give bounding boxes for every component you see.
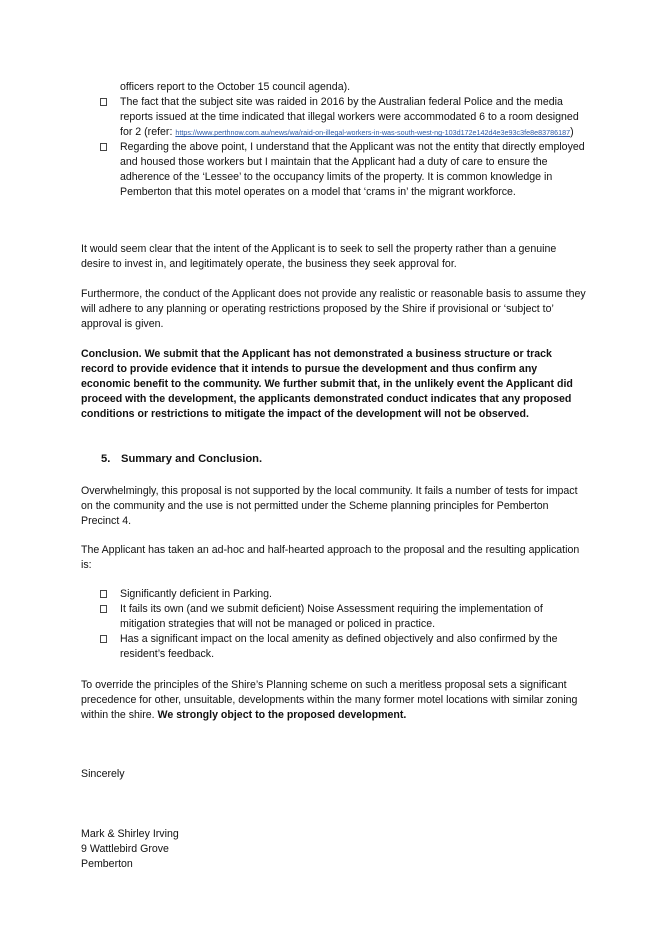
list-item: [100, 140, 590, 200]
list-item-close: ): [570, 126, 574, 138]
deficiency-bullet-list: [100, 587, 590, 662]
checkbox-bullet-icon: [100, 605, 107, 613]
override-text: To override the principles of the Shire’s Planning scheme on such a meritless proposal sets a significant precedence for other, unsuitable, developments within the many former motel locations with similar zoning within the shire.: [81, 679, 578, 721]
signature-names: Mark & Shirley Irving: [81, 828, 179, 840]
section-heading: [101, 453, 262, 465]
top-bullet-list: [100, 80, 590, 200]
list-item-text: It fails its own (and we submit deficient) Noise Assessment requiring the implementation of mitigation strategies that will not be managed or policed in practice.: [120, 603, 543, 630]
paragraph-overwhelm: Overwhelmingly, this proposal is not supported by the local community. It fails a number of tests for impact on the community and the use is not permitted under the Scheme planning principles for Pemberton Precinct 4.: [81, 485, 578, 527]
list-item: [100, 602, 590, 632]
checkbox-bullet-icon: [100, 635, 107, 643]
list-item: [100, 587, 590, 602]
checkbox-bullet-icon: [100, 98, 107, 106]
list-item: [100, 95, 590, 140]
checkbox-bullet-icon: [100, 590, 107, 598]
section-number: 5.: [101, 453, 111, 465]
closing-salutation: Sincerely: [81, 768, 125, 780]
paragraph-adhoc: The Applicant has taken an ad-hoc and half-hearted approach to the proposal and the resulting application is:: [81, 544, 580, 571]
conclusion-paragraph: Conclusion. We submit that the Applicant has not demonstrated a business structure or track record to provide evidence that it intends to pursue the development and thus confirm any economic benefit to the community. We further submit that, in the unlikely event the Applicant did proceed with the development, the applicants demonstrated conduct indicates that any proposed conditions or restrictions to mitigate the impact of the development will not be observed.: [81, 348, 573, 420]
list-item-text: Has a significant impact on the local amenity as defined objectively and also confirmed by the resident’s feedback.: [120, 633, 558, 660]
signature-block: [81, 827, 586, 872]
reference-link[interactable]: https://www.perthnow.com.au/news/wa/raid-on-illegal-workers-in-was-south-west-ng-103d172e142d4e3e93c3fe8e83786187: [175, 128, 571, 137]
list-item-text: Regarding the above point, I understand that the Applicant was not the entity that directly employed and housed those workers but I maintain that the Applicant had a duty of care to ensure the adherence of the ‘Lessee’ to the occupancy limits of the property. It is common knowledge in Pemberton that this motel operates on a model that ‘crams in’ the migrant workforce.: [120, 141, 585, 198]
checkbox-bullet-icon: [100, 143, 107, 151]
override-bold-text: We strongly object to the proposed development.: [157, 709, 407, 721]
signature-street: 9 Wattlebird Grove: [81, 843, 169, 855]
list-item-text: The fact that the subject site was raided in 2016 by the Australian federal Police and the media reports issued at the time indicated that illegal workers were accommodated 6 to a room designed for 2 (refer:: [120, 96, 579, 138]
paragraph-intent: It would seem clear that the intent of the Applicant is to seek to sell the property rather than a genuine desire to invest in, and legitimately operate, the business they seek approval for.: [81, 243, 557, 270]
signature-town: Pemberton: [81, 858, 133, 870]
list-item: [100, 632, 590, 662]
list-item-text: Significantly deficient in Parking.: [120, 588, 272, 600]
paragraph-conduct: Furthermore, the conduct of the Applicant does not provide any realistic or reasonable basis to assume they will adhere to any planning or operating restrictions proposed by the Shire if provisional or ‘subject to’ approval is given.: [81, 288, 586, 330]
paragraph-override: [81, 678, 586, 723]
section-title: Summary and Conclusion.: [121, 453, 263, 465]
list-continuation: officers report to the October 15 council agenda).: [120, 81, 351, 93]
